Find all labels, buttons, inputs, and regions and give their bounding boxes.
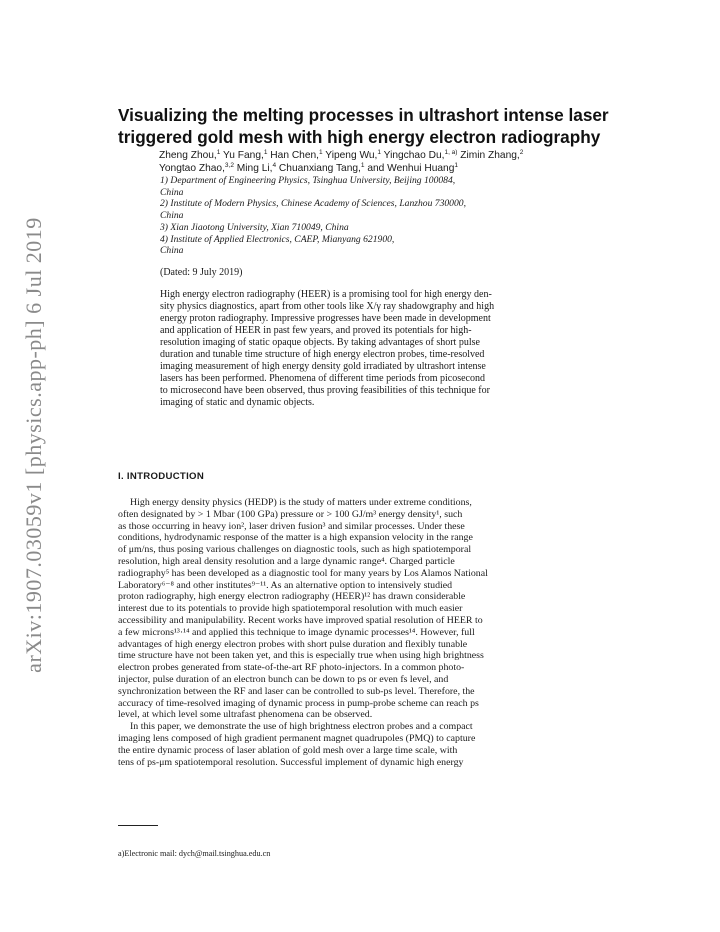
paragraph-1 (118, 497, 582, 721)
body-line: synchronization between the RF and laser can be controlled to sub-ps level. Therefore, the (118, 685, 475, 697)
affiliation-line: China (160, 186, 184, 198)
body-line: interest due to its potentials to provide high spatiotemporal resolution with much easier (118, 603, 463, 615)
affiliation-line: 1) Department of Engineering Physics, Tsinghua University, Beijing 100084, (160, 175, 456, 186)
body-line: of μm/ns, thus posing various challenges on diagnostic tools, such as high spatiotemporal (118, 544, 472, 556)
body-line: accessibility and manipulability. Recent works have improved spatial resolution of HEER to (118, 614, 483, 626)
abstract-line: energy proton radiography. Impressive progresses have been made in development (160, 313, 491, 324)
arxiv-stamp-text: arXiv:1907.03059v1 [physics.app-ph] 6 Jul 2019 (21, 217, 46, 673)
body-line: time structure have not been taken yet, and this is especially true when using high brightness (118, 650, 484, 662)
body-line: a few microns¹³·¹⁴ and applied this technique to image dynamic processes¹⁴. However, full (118, 626, 475, 638)
body-line: In this paper, we demonstrate the use of high brightness electron probes and a compact (130, 721, 473, 733)
body-line: tens of ps-μm spatiotemporal resolution. Successful implement of dynamic high energy (118, 756, 464, 768)
paragraph-2 (118, 721, 582, 768)
abstract-line: High energy electron radiography (HEER) is a promising tool for high energy den- (160, 289, 492, 300)
body-line: advantages of high energy electron probes with short pulse duration and flexibly tunable (118, 638, 468, 650)
body-line: High energy density physics (HEDP) is the study of matters under extreme conditions, (130, 497, 472, 508)
paper-title (118, 104, 609, 148)
body-line: as those occurring in heavy ion², laser driven fusion³ and similar processes. Under these (118, 520, 465, 532)
body-text (118, 497, 582, 768)
abstract-line: resolution imaging of static opaque objects. By taking advantages of short pulse (160, 337, 480, 348)
body-line: level, at which level some ultrafast phenomena can be observed. (118, 709, 373, 721)
author-list (159, 149, 589, 175)
affiliation-line: 2) Institute of Modern Physics, Chinese Academy of Sciences, Lanzhou 730000, (160, 198, 466, 210)
abstract-line: and application of HEER in past few years, and proved its potentials for high- (160, 325, 472, 336)
title-line: triggered gold mesh with high energy electron radiography (118, 127, 601, 147)
abstract (160, 289, 582, 409)
abstract-line: imaging of static and dynamic objects. (160, 397, 315, 408)
abstract-line: imaging measurement of high energy density gold irradiated by ultrashort intense (160, 361, 486, 372)
affiliation-line: 3) Xian Jiaotong University, Xian 710049, China (160, 221, 349, 233)
author-line: Yongtao Zhao,$^{3,2}$ Ming Li,$^4$ Chuanxiang Tang,$^1$ and Wenhui Huang$^1$ (159, 162, 458, 174)
section-heading: I. INTRODUCTION (118, 471, 205, 482)
footnote-rule (118, 825, 158, 826)
title-line: Visualizing the melting processes in ultrashort intense laser (118, 105, 609, 125)
affiliations (160, 175, 580, 257)
body-line: often designated by > 1 Mbar (100 GPa) pressure or > 100 GJ/m³ energy density¹, such (118, 508, 463, 520)
abstract-line: duration and tunable time structure of high energy electron probes, time-resolved (160, 349, 485, 360)
body-line: resolution, high areal density resolution and a large dynamic range⁴. Charged particle (118, 555, 455, 567)
body-line: radiography⁵ has been developed as a diagnostic tool for many years by Los Alamos National (118, 567, 488, 579)
affiliation-line: 4) Institute of Applied Electronics, CAEP, Mianyang 621900, (160, 233, 395, 245)
abstract-line: lasers has been performed. Phenomena of different time periods from picosecond (160, 373, 485, 384)
body-line: imaging lens composed of high gradient permanent magnet quadrupoles (PMQ) to capture (118, 732, 476, 744)
footnote: a)Electronic mail: dych@mail.tsinghua.edu.cn (118, 849, 271, 858)
body-line: accuracy of time-resolved imaging of dynamic process in pump-probe scheme can reach ps (118, 697, 479, 709)
affiliation-line: China (160, 210, 184, 222)
abstract-line: sity physics diagnostics, apart from other tools like X/γ ray shadowgraphy and high (160, 301, 495, 312)
dated-line: (Dated: 9 July 2019) (160, 267, 243, 278)
body-line: conditions, hydrodynamic response of the matter is a high expansion velocity in the range (118, 532, 473, 544)
body-line: Laboratory⁶⁻⁸ and other institutes⁹⁻¹¹. As an alternative option to intensively studied (118, 579, 453, 591)
body-line: injector, pulse duration of an electron bunch can be down to ps or even fs level, and (118, 673, 449, 685)
body-line: electron probes generated from state-of-the-art RF photo-injectors. In a common photo- (118, 662, 465, 674)
affiliation-line: China (160, 245, 184, 257)
abstract-line: to microsecond have been observed, thus proving feasibilities of this technique for (160, 385, 490, 396)
body-line: proton radiography, high energy electron radiography (HEER)¹² has drawn considerable (118, 591, 466, 603)
body-line: the entire dynamic process of laser ablation of gold mesh over a large time scale, with (118, 744, 458, 756)
arxiv-stamp (14, 217, 54, 673)
author-line: Zheng Zhou,$^1$ Yu Fang,$^1$ Han Chen,$^1$ Yipeng Wu,$^1$ Yingchao Du,$^{1, a)}$ Zimin Zhang,$^2$ (159, 149, 524, 161)
